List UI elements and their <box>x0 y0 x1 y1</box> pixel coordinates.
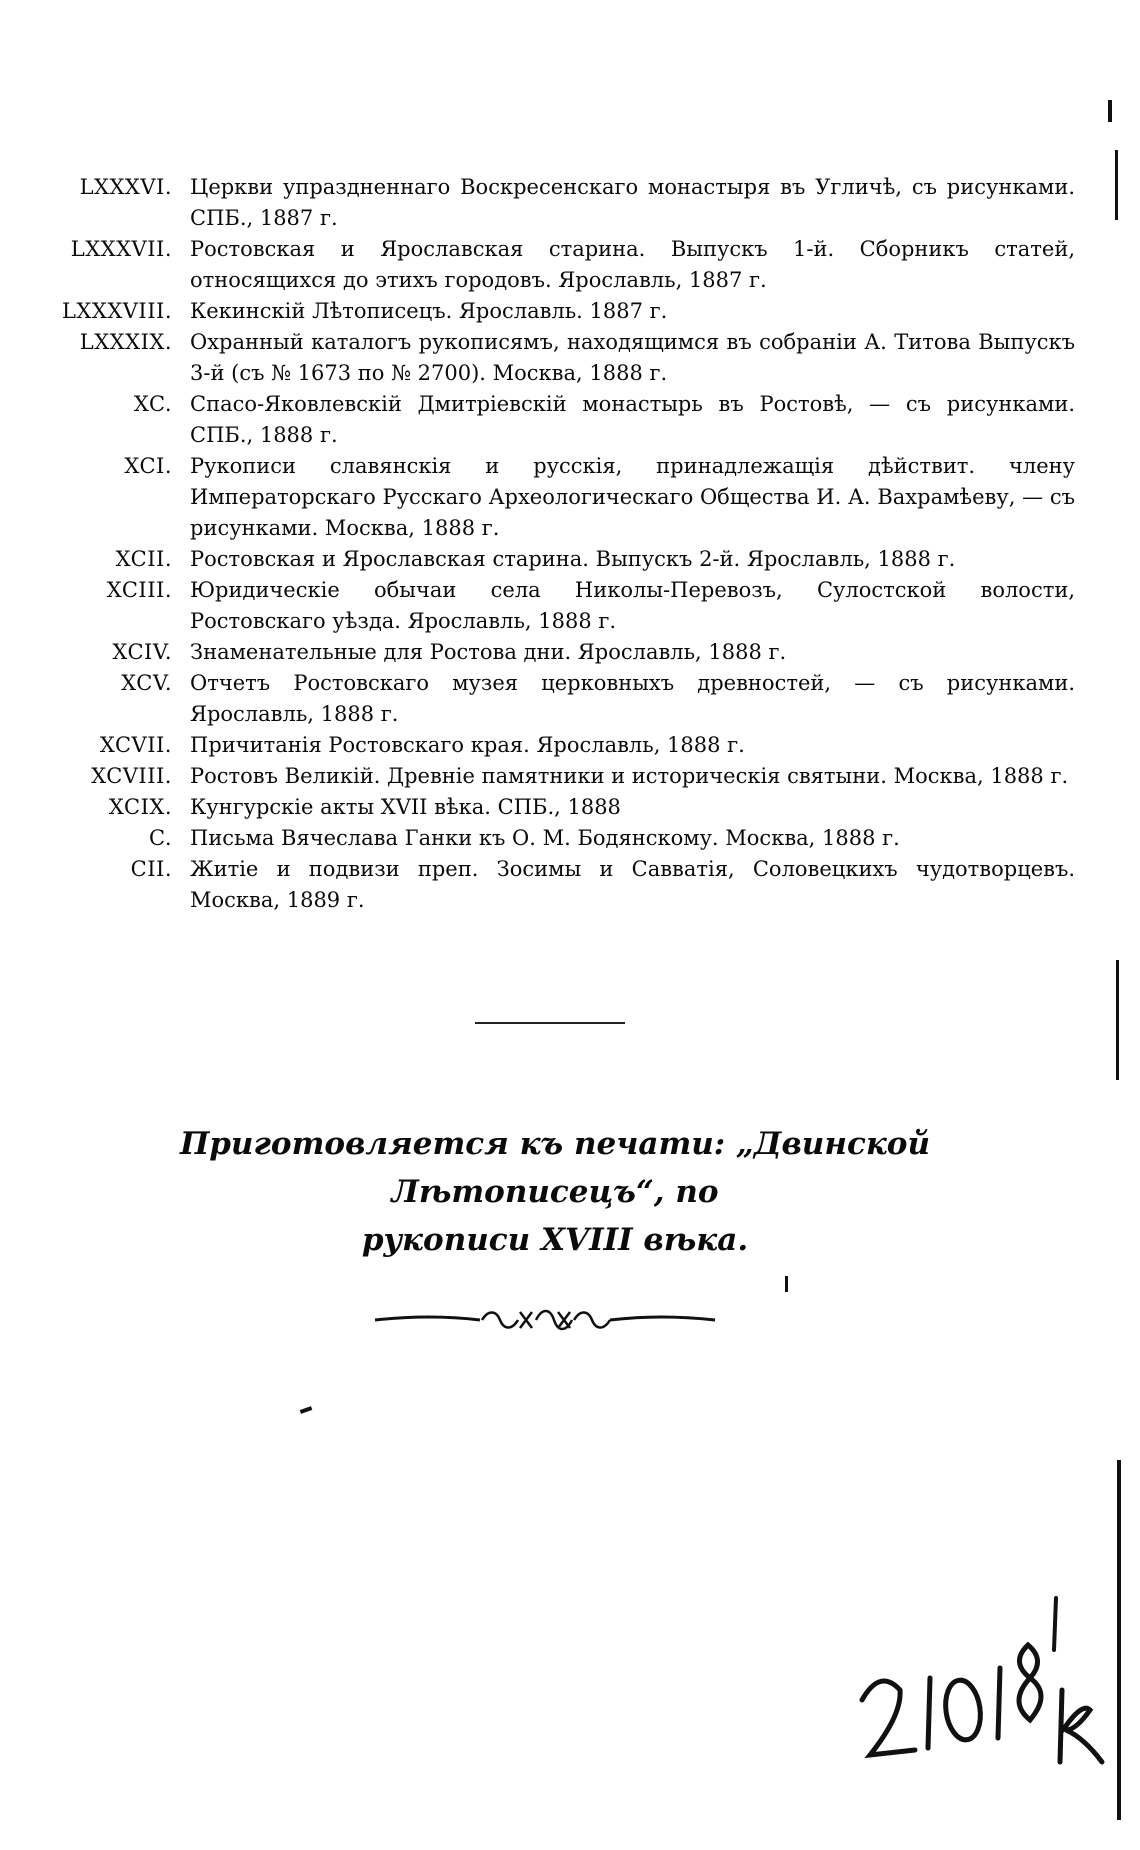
notice-line-2: рукописи XVIII вѣка. <box>361 1222 749 1258</box>
list-item <box>40 668 1075 730</box>
entry-text: Отчетъ Ростовскаго музея церковныхъ древностей, — съ рисунками. Ярославль, 1888 г. <box>190 671 1075 726</box>
entry-text: Юридическіе обычаи села Николы-Перевозъ, Сулостской волости, Ростовскаго уѣзда. Ярославль, 1888 г. <box>190 578 1075 633</box>
entry-number: XCVIII. <box>91 764 172 788</box>
list-item <box>40 637 1075 668</box>
entry-text: Церкви упраздненнаго Воскресенскаго монастыря въ Угличѣ, съ рисунками. СПБ., 1887 г. <box>190 175 1075 230</box>
entry-number: XCV. <box>121 671 172 695</box>
list-item <box>40 854 1075 916</box>
publication-list <box>40 172 1075 916</box>
entry-number: XCIX. <box>108 795 172 819</box>
scan-speck <box>300 1406 313 1414</box>
entry-number: XCI. <box>124 454 172 478</box>
entry-text: Спасо-Яковлевскій Дмитріевскій монастырь въ Ростовѣ, — съ рисунками. СПБ., 1888 г. <box>190 392 1075 447</box>
scan-speck <box>785 1276 788 1292</box>
entry-number: LXXXVI. <box>79 175 172 199</box>
entry-text: Рукописи славянскія и русскія, принадлежащія дѣйствит. члену Императорскаго Русскаго Археологическаго Общества И. А. Вахрамѣеву, — съ рисунками. Москва, 1888 г. <box>190 454 1075 540</box>
notice-line-1: Приготовляется къ печати: „Двинской Лѣтописецъ“, по <box>179 1126 931 1210</box>
scan-edge-mark <box>1115 150 1118 220</box>
scan-edge-mark <box>1116 960 1119 1080</box>
list-item <box>40 451 1075 544</box>
scan-edge-mark <box>1117 1460 1121 1820</box>
list-item <box>40 823 1075 854</box>
list-item <box>40 327 1075 389</box>
entry-number: LXXXIX. <box>79 330 172 354</box>
entry-text: Охранный каталогъ рукописямъ, находящимся въ собраніи А. Титова Выпускъ 3-й (съ № 1673 по № 2700). Москва, 1888 г. <box>190 330 1075 385</box>
list-item <box>40 792 1075 823</box>
list-item <box>40 730 1075 761</box>
entry-text: Ростовская и Ярославская старина. Выпускъ 2-й. Ярославль, 1888 г. <box>190 547 956 571</box>
list-item <box>40 761 1075 792</box>
entry-number: C. <box>149 826 172 850</box>
list-item <box>40 172 1075 234</box>
entry-number: XC. <box>133 392 172 416</box>
handwritten-inventory-number <box>840 1590 1110 1770</box>
entry-text: Житіе и подвизи преп. Зосимы и Савватія, Соловецкихъ чудотворцевъ. Москва, 1889 г. <box>190 857 1075 912</box>
entry-number: CII. <box>130 857 172 881</box>
entry-number: LXXXVIII. <box>61 299 172 323</box>
list-item <box>40 234 1075 296</box>
ornament-divider-icon <box>370 1300 720 1340</box>
list-item <box>40 389 1075 451</box>
entry-text: Письма Вячеслава Ганки къ О. М. Бодянскому. Москва, 1888 г. <box>190 826 900 850</box>
section-divider <box>475 1022 625 1024</box>
entry-number: XCVII. <box>99 733 172 757</box>
printing-notice <box>80 1120 1030 1264</box>
entry-text: Кекинскій Лѣтописецъ. Ярославль. 1887 г. <box>190 299 668 323</box>
scan-edge-mark <box>1108 100 1112 122</box>
handwritten-number-drawing <box>840 1590 1110 1770</box>
entry-text: Кунгурскіе акты XVII вѣка. СПБ., 1888 <box>190 795 621 819</box>
entry-text: Ростовская и Ярославская старина. Выпускъ 1-й. Сборникъ статей, относящихся до этихъ городовъ. Ярославль, 1887 г. <box>190 237 1075 292</box>
list-item <box>40 296 1075 327</box>
entry-number: XCIII. <box>106 578 172 602</box>
entry-text: Знаменательные для Ростова дни. Ярославль, 1888 г. <box>190 640 787 664</box>
list-item <box>40 575 1075 637</box>
list-item <box>40 544 1075 575</box>
entry-number: XCII. <box>115 547 172 571</box>
entry-text: Причитанія Ростовскаго края. Ярославль, 1888 г. <box>190 733 745 757</box>
entry-number: XCIV. <box>112 640 172 664</box>
entry-number: LXXXVII. <box>70 237 172 261</box>
entry-text: Ростовъ Великій. Древніе памятники и историческія святыни. Москва, 1888 г. <box>190 764 1069 788</box>
